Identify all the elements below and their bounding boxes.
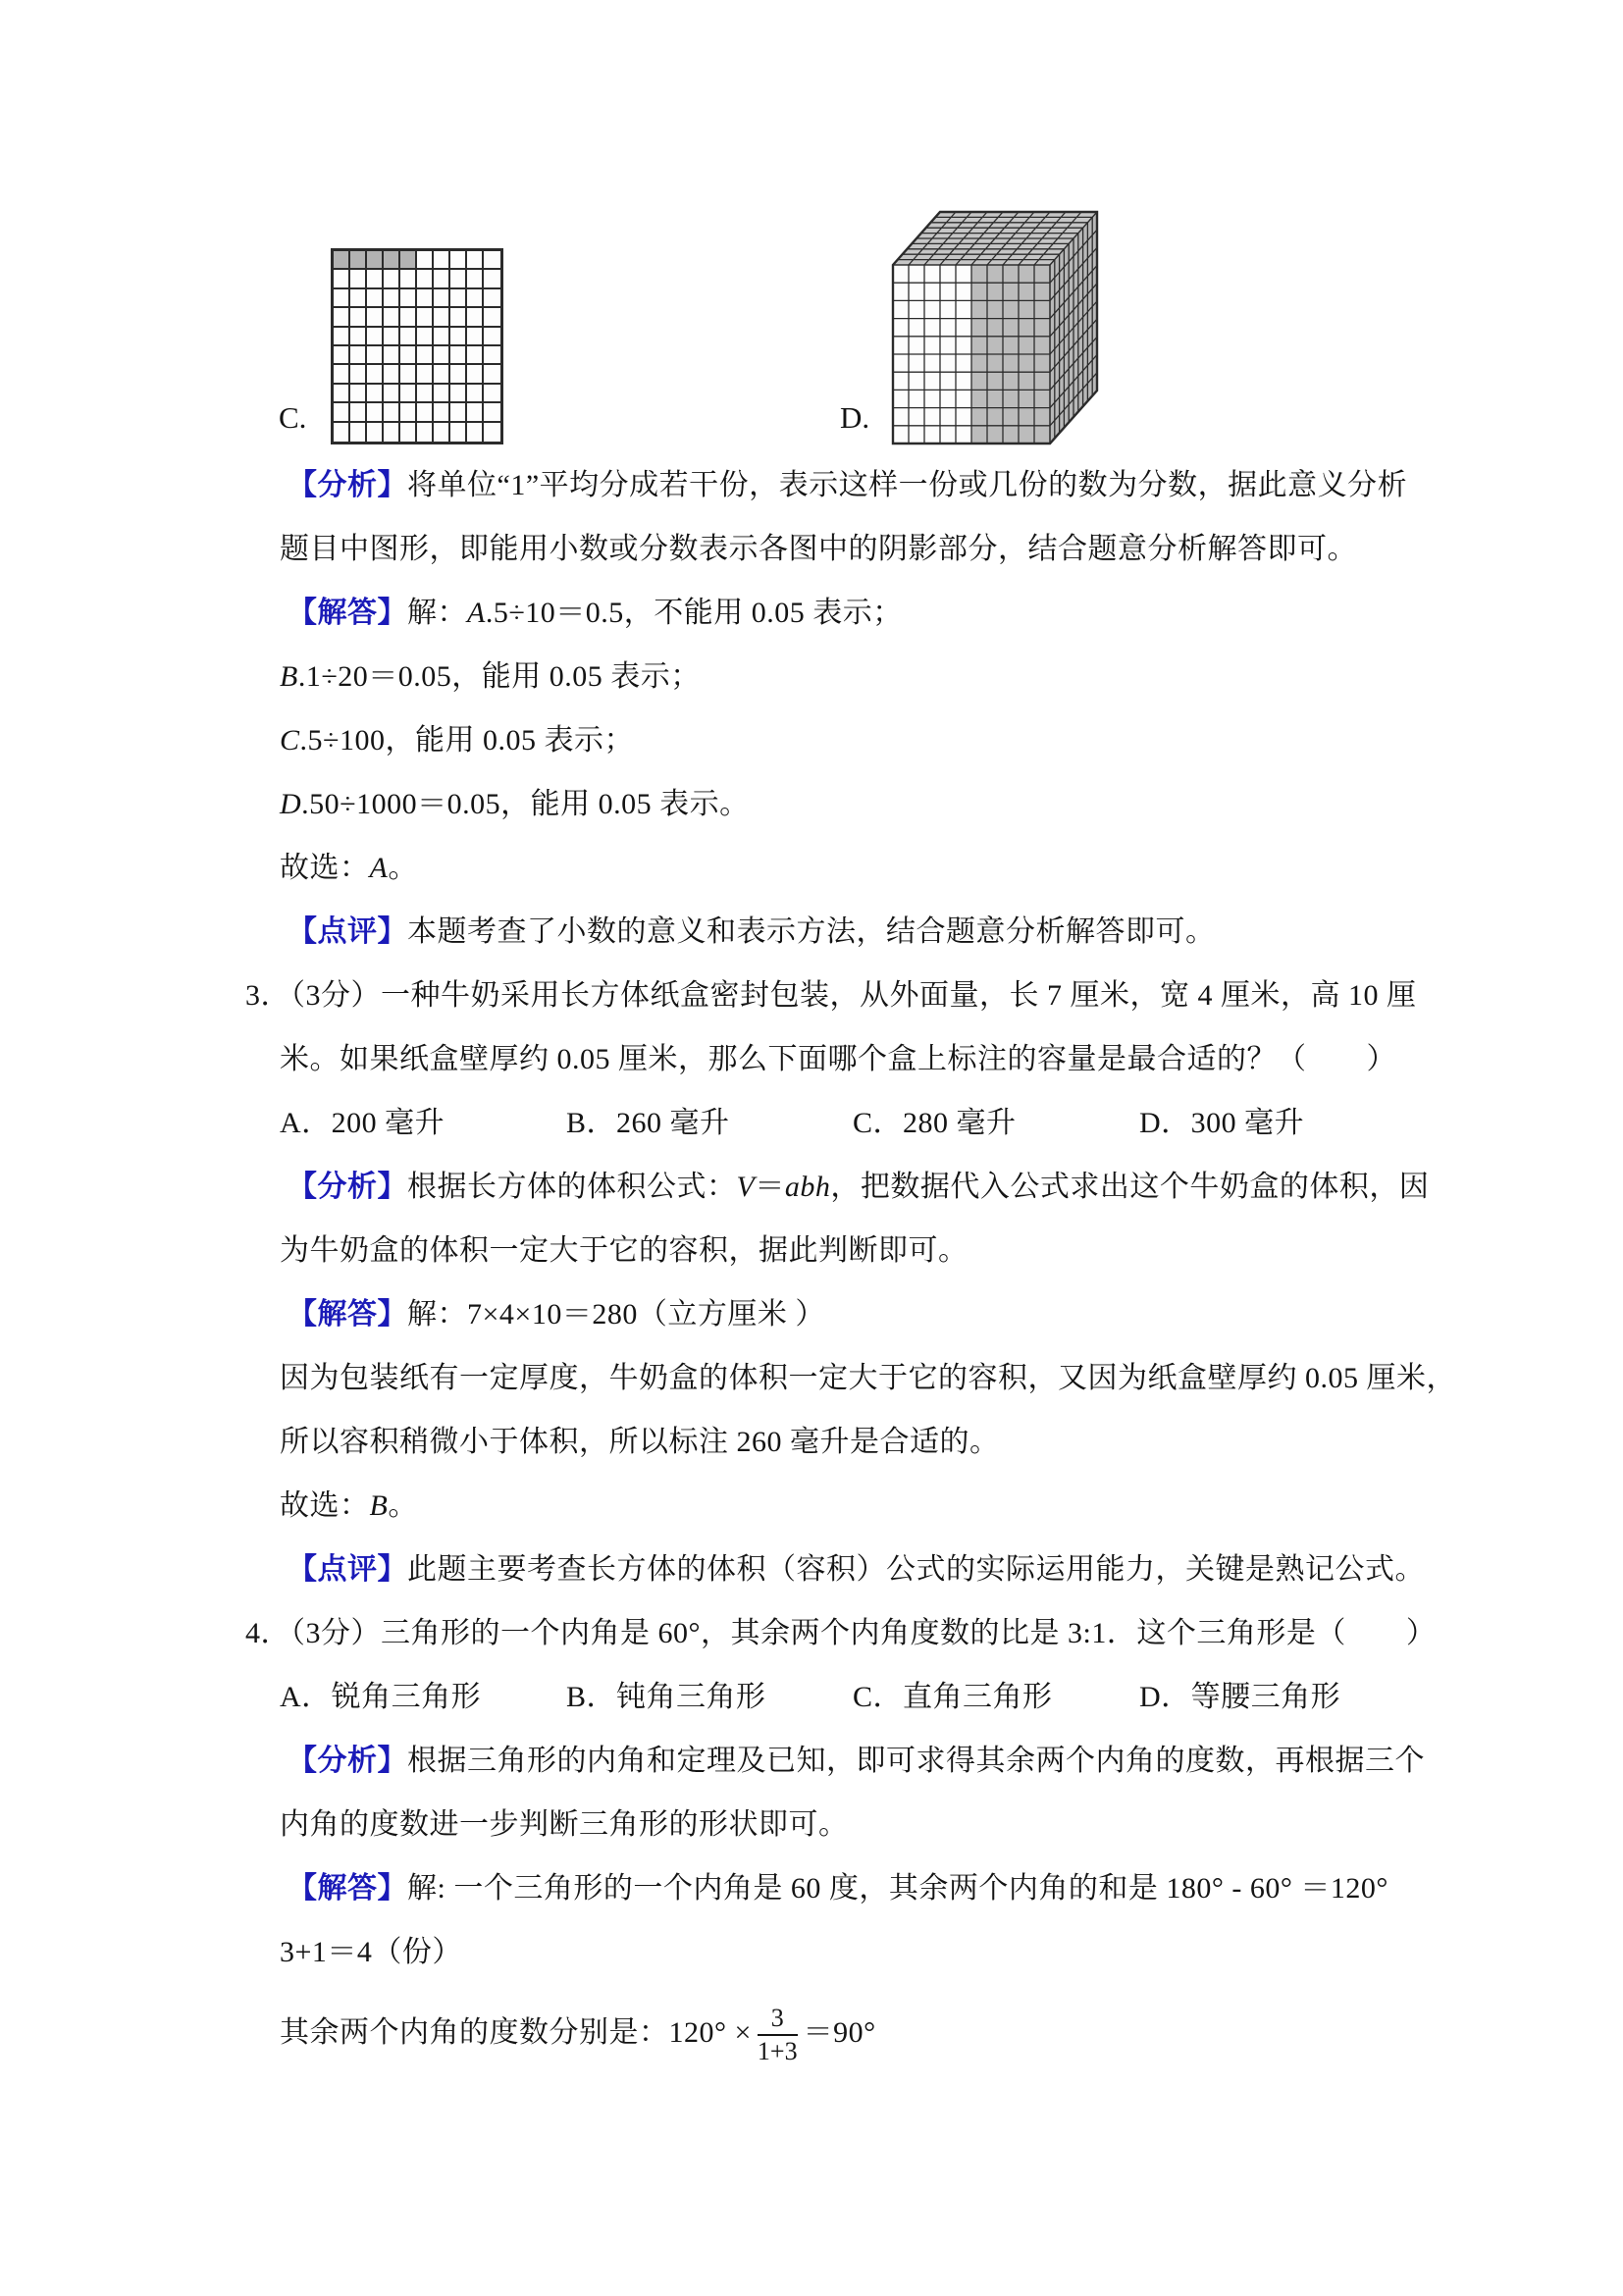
grid-cell <box>384 365 400 384</box>
grid-cell <box>467 289 484 308</box>
text-segment: 4．（3分）三角形的一个内角是 60°，其余两个内角度数的比是 3:1．这个三角形是（ ） <box>245 1617 1437 1649</box>
grid-cell <box>450 365 467 384</box>
option-item: C．280 毫升 <box>853 1107 1017 1139</box>
text-line <box>288 1538 1511 1601</box>
grid-cell <box>334 385 350 403</box>
option-item: B．260 毫升 <box>566 1107 730 1139</box>
text-segment: ，把数据代入公式求出这个牛奶盒的体积，因 <box>830 1171 1430 1203</box>
grid-cell <box>367 308 384 327</box>
grid-cell <box>434 251 450 270</box>
italic-letter: V <box>736 1171 756 1203</box>
text-line <box>280 517 1511 581</box>
text-line <box>288 1282 1511 1346</box>
text-line <box>288 453 1511 517</box>
options-row <box>280 1665 1511 1729</box>
grid-cell <box>384 423 400 442</box>
option-item: A．200 毫升 <box>280 1107 445 1139</box>
question-line <box>245 964 1511 1027</box>
text-segment: 内角的度数进一步判断三角形的形状即可。 <box>280 1808 849 1841</box>
option-item: D．等腰三角形 <box>1139 1681 1341 1713</box>
grid-cell <box>350 365 367 384</box>
text-segment: 解： <box>407 597 467 629</box>
grid-cell <box>350 385 367 403</box>
section-label: 【分析】 <box>288 1171 407 1203</box>
text-segment: 为牛奶盒的体积一定大于它的容积，据此判断即可。 <box>280 1234 969 1267</box>
italic-letter: B <box>369 1489 389 1522</box>
text-line <box>280 836 1511 900</box>
text-segment: 3+1＝4（份） <box>280 1936 462 1968</box>
text-line <box>280 645 1511 708</box>
italic-letter: D <box>280 788 302 820</box>
text-segment: 故选： <box>280 1489 370 1522</box>
grid-cell <box>384 251 400 270</box>
text-segment: ＝ <box>755 1171 785 1203</box>
grid-cell <box>434 423 450 442</box>
grid-cell <box>417 308 434 327</box>
fraction <box>758 2004 798 2066</box>
text-line <box>280 1793 1511 1856</box>
option-d-cube-figure <box>891 210 1101 447</box>
grid-cell <box>450 346 467 365</box>
grid-cell <box>334 251 350 270</box>
grid-cell <box>367 385 384 403</box>
options-row <box>280 1091 1511 1155</box>
text-line <box>288 1729 1511 1793</box>
grid-cell <box>367 423 384 442</box>
grid-cell <box>450 308 467 327</box>
grid-cell <box>467 328 484 346</box>
text-line <box>288 900 1511 964</box>
text-line <box>280 1474 1511 1538</box>
text-segment: .50÷1000＝0.05，能用 0.05 表示。 <box>301 788 750 820</box>
grid-cell <box>400 308 417 327</box>
grid-cell <box>450 289 467 308</box>
option-d-label: D. <box>840 400 870 435</box>
grid-cell <box>467 270 484 288</box>
text-segment: 所以容积稍微小于体积，所以标注 260 毫升是合适的。 <box>280 1426 1000 1458</box>
option-item: B．钝角三角形 <box>566 1681 766 1713</box>
text-segment: 。 <box>388 1489 418 1522</box>
text-line <box>280 1410 1511 1474</box>
grid-cell <box>417 365 434 384</box>
grid-cell <box>334 328 350 346</box>
option-item: C．直角三角形 <box>853 1681 1053 1713</box>
grid-cell <box>484 423 500 442</box>
grid-cell <box>417 346 434 365</box>
grid-cell <box>484 270 500 288</box>
text-segment: 根据三角形的内角和定理及已知，即可求得其余两个内角的度数，再根据三个 <box>407 1745 1425 1777</box>
grid-cell <box>334 423 350 442</box>
grid-cell <box>334 289 350 308</box>
grid-cell <box>400 346 417 365</box>
grid-cell <box>434 365 450 384</box>
grid-cell <box>467 365 484 384</box>
grid-cell <box>467 251 484 270</box>
grid-cell <box>417 328 434 346</box>
text-segment: 故选： <box>280 852 370 884</box>
option-c-grid-figure <box>331 248 503 444</box>
grid-cell <box>400 365 417 384</box>
text-line <box>280 772 1511 836</box>
grid-cell <box>467 385 484 403</box>
text-segment: 3．（3分）一种牛奶采用长方体纸盒密封包装，从外面量，长 7 厘米，宽 4 厘米，高 10 厘 <box>245 979 1417 1012</box>
italic-letter: A <box>369 852 389 884</box>
grid-cell <box>400 289 417 308</box>
solution-text-block <box>245 453 1511 2082</box>
grid-cell <box>467 346 484 365</box>
grid-cell <box>384 346 400 365</box>
grid-cell <box>350 403 367 422</box>
grid-cell <box>367 365 384 384</box>
text-segment: ＝90° <box>803 2016 876 2049</box>
italic-letter: C <box>280 724 300 757</box>
grid-cell <box>450 385 467 403</box>
grid-cell <box>367 251 384 270</box>
fraction-numerator: 3 <box>758 2004 798 2036</box>
section-label: 【解答】 <box>288 1298 407 1331</box>
section-label: 【分析】 <box>288 469 407 501</box>
section-label: 【点评】 <box>288 915 407 948</box>
grid-cell <box>417 423 434 442</box>
grid-cell <box>367 328 384 346</box>
section-label: 【点评】 <box>288 1553 407 1586</box>
section-label: 【分析】 <box>288 1745 407 1777</box>
grid-cell <box>350 346 367 365</box>
grid-cell <box>467 423 484 442</box>
option-c-label: C. <box>279 400 307 435</box>
text-line <box>280 708 1511 772</box>
text-segment: 。 <box>388 852 418 884</box>
text-segment: 其余两个内角的度数分别是：120° × <box>280 2016 752 2049</box>
grid-cell <box>417 270 434 288</box>
grid-cell <box>350 308 367 327</box>
text-segment: 解: 一个三角形的一个内角是 60 度，其余两个内角的和是 180° - 60° ＝120° <box>407 1872 1388 1905</box>
text-segment: 本题考查了小数的意义和表示方法，结合题意分析解答即可。 <box>407 915 1216 948</box>
grid-cell <box>450 270 467 288</box>
italic-letter: B <box>280 660 298 693</box>
grid-cell <box>367 289 384 308</box>
grid-cell <box>334 270 350 288</box>
grid-cell <box>434 289 450 308</box>
text-segment: 米。如果纸盒壁厚约 0.05 厘米，那么下面哪个盒上标注的容量是最合适的？（ ） <box>280 1043 1396 1075</box>
text-line <box>280 1219 1511 1282</box>
text-line <box>280 1920 1511 1984</box>
text-segment: 此题主要考查长方体的体积（容积）公式的实际运用能力，关键是熟记公式。 <box>407 1553 1425 1586</box>
text-line <box>280 1984 1511 2082</box>
grid-cell <box>484 251 500 270</box>
grid-cell <box>417 385 434 403</box>
grid-cell <box>450 328 467 346</box>
grid-cell <box>334 346 350 365</box>
section-label: 【解答】 <box>288 1872 407 1905</box>
grid-cell <box>484 328 500 346</box>
grid-cell <box>417 403 434 422</box>
grid-cell <box>417 251 434 270</box>
grid-cell <box>367 270 384 288</box>
grid-cell <box>384 270 400 288</box>
text-segment: .1÷20＝0.05，能用 0.05 表示； <box>297 660 701 693</box>
grid-cell <box>350 423 367 442</box>
option-item: A．锐角三角形 <box>280 1681 482 1713</box>
question-line <box>245 1601 1511 1665</box>
grid-cell <box>384 328 400 346</box>
fraction-denominator: 1+3 <box>757 2037 798 2065</box>
grid-cell <box>400 328 417 346</box>
grid-cell <box>434 270 450 288</box>
grid-cell <box>384 385 400 403</box>
grid-cell <box>384 308 400 327</box>
grid-cell <box>434 346 450 365</box>
text-line <box>288 581 1511 645</box>
grid-cell <box>484 346 500 365</box>
grid-cell <box>484 308 500 327</box>
grid-cell <box>467 308 484 327</box>
text-segment: 根据长方体的体积公式： <box>407 1171 737 1203</box>
text-segment: 将单位“1”平均分成若干份，表示这样一份或几份的数为分数，据此意义分析 <box>407 469 1408 501</box>
grid-cell <box>334 403 350 422</box>
answer-option-figures <box>0 0 1623 453</box>
grid-cell <box>417 289 434 308</box>
grid-cell <box>450 423 467 442</box>
text-segment: .5÷10＝0.5，不能用 0.05 表示； <box>485 597 903 629</box>
option-item: D．300 毫升 <box>1139 1107 1305 1139</box>
grid-cell <box>334 308 350 327</box>
section-label: 【解答】 <box>288 597 407 629</box>
text-line <box>280 1346 1511 1410</box>
text-segment: 题目中图形，即能用小数或分数表示各图中的阴影部分，结合题意分析解答即可。 <box>280 533 1357 565</box>
grid-cell <box>400 403 417 422</box>
text-segment: 解：7×4×10＝280（立方厘米 ） <box>407 1298 825 1331</box>
grid-cell <box>400 251 417 270</box>
grid-cell <box>350 328 367 346</box>
grid-cell <box>434 385 450 403</box>
text-segment: 因为包装纸有一定厚度，牛奶盒的体积一定大于它的容积，又因为纸盒壁厚约 0.05 厘米， <box>280 1362 1456 1394</box>
grid-cell <box>350 289 367 308</box>
grid-cell <box>450 251 467 270</box>
grid-cell <box>384 289 400 308</box>
italic-letter: A <box>467 597 486 629</box>
grid-cell <box>484 289 500 308</box>
grid-cell <box>484 403 500 422</box>
grid-cell <box>484 365 500 384</box>
text-line <box>280 1027 1511 1091</box>
grid-cell <box>400 423 417 442</box>
grid-cell <box>350 270 367 288</box>
grid-cell <box>334 365 350 384</box>
grid-cell <box>367 403 384 422</box>
text-segment: .5÷100，能用 0.05 表示； <box>299 724 634 757</box>
grid-cell <box>467 403 484 422</box>
grid-cell <box>434 328 450 346</box>
grid-cell <box>434 308 450 327</box>
text-line <box>288 1155 1511 1219</box>
text-line <box>288 1856 1511 1920</box>
italic-letter: abh <box>784 1171 831 1203</box>
grid-cell <box>484 385 500 403</box>
grid-cell <box>350 251 367 270</box>
grid-cell <box>400 385 417 403</box>
grid-cell <box>384 403 400 422</box>
grid-cell <box>450 403 467 422</box>
grid-cell <box>434 403 450 422</box>
grid-cell <box>367 346 384 365</box>
grid-cell <box>400 270 417 288</box>
